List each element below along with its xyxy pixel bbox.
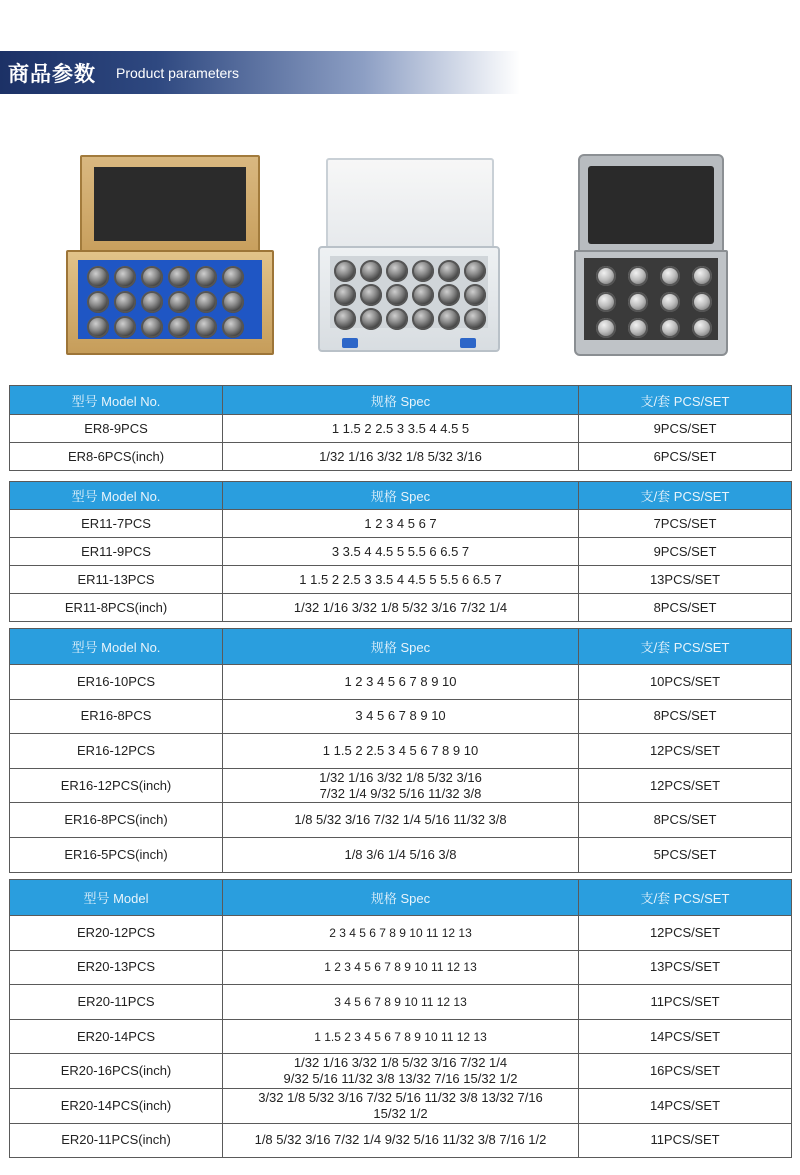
black-foam-tray bbox=[584, 258, 718, 340]
cell-pcs: 8PCS/SET bbox=[579, 699, 792, 734]
cell-model: ER20-11PCS(inch) bbox=[10, 1123, 223, 1158]
collet-icon bbox=[114, 266, 136, 288]
col-header-spec: 规格 Spec bbox=[223, 386, 579, 415]
table-row bbox=[10, 538, 792, 566]
cell-model: ER16-8PCS(inch) bbox=[10, 803, 223, 838]
collet-grid bbox=[87, 266, 244, 338]
table-row bbox=[10, 1123, 792, 1158]
table-row bbox=[10, 985, 792, 1020]
collet-icon bbox=[596, 318, 616, 338]
collet-icon bbox=[334, 260, 356, 282]
cell-pcs: 8PCS/SET bbox=[579, 803, 792, 838]
collet-icon bbox=[87, 291, 109, 313]
col-header-spec: 规格 Spec bbox=[223, 482, 579, 510]
cell-model: ER20-13PCS bbox=[10, 950, 223, 985]
col-header-model: 型号 Model No. bbox=[10, 386, 223, 415]
collet-icon bbox=[464, 260, 486, 282]
clear-tray bbox=[330, 256, 488, 328]
cell-spec: 1 2 3 4 5 6 7 8 9 10 11 12 13 bbox=[223, 950, 579, 985]
aluminum-base bbox=[574, 250, 728, 356]
collet-icon bbox=[195, 291, 217, 313]
cell-pcs: 10PCS/SET bbox=[579, 665, 792, 700]
cell-pcs: 8PCS/SET bbox=[579, 594, 792, 622]
col-header-model: 型号 Model No. bbox=[10, 482, 223, 510]
cell-spec: 1/32 1/16 3/32 1/8 5/32 3/16 bbox=[223, 443, 579, 471]
cell-pcs: 9PCS/SET bbox=[579, 538, 792, 566]
table-header-row bbox=[10, 482, 792, 510]
cell-spec: 1 2 3 4 5 6 7 8 9 10 bbox=[223, 665, 579, 700]
product-image-wooden-box bbox=[66, 155, 274, 355]
cell-spec: 1/32 1/16 3/32 1/8 5/32 3/16 7/32 1/4 9/32 5/16 11/32 3/8 13/32 7/16 15/32 1/2 bbox=[223, 1054, 579, 1089]
cell-pcs: 14PCS/SET bbox=[579, 1088, 792, 1123]
clip-right bbox=[460, 338, 476, 348]
cell-spec: 1/8 3/6 1/4 5/16 3/8 bbox=[223, 837, 579, 872]
cell-pcs: 6PCS/SET bbox=[579, 443, 792, 471]
collet-icon bbox=[360, 308, 382, 330]
lid-foam bbox=[588, 166, 714, 244]
collet-icon bbox=[660, 266, 680, 286]
table-row bbox=[10, 415, 792, 443]
lid-foam bbox=[94, 167, 246, 241]
cell-spec: 1/32 1/16 3/32 1/8 5/32 3/16 7/32 1/4 9/32 5/16 11/32 3/8 bbox=[223, 768, 579, 803]
clear-base bbox=[318, 246, 500, 352]
collet-icon bbox=[464, 308, 486, 330]
collet-icon bbox=[628, 318, 648, 338]
table-row bbox=[10, 665, 792, 700]
table-row bbox=[10, 443, 792, 471]
col-header-pcs: 支/套 PCS/SET bbox=[579, 482, 792, 510]
cell-pcs: 12PCS/SET bbox=[579, 916, 792, 951]
cell-spec: 1 1.5 2 3 4 5 6 7 8 9 10 11 12 13 bbox=[223, 1019, 579, 1054]
cell-model: ER20-14PCS bbox=[10, 1019, 223, 1054]
product-image-clear-box bbox=[318, 158, 500, 355]
clip-left bbox=[342, 338, 358, 348]
table-header-row bbox=[10, 880, 792, 916]
collet-icon bbox=[412, 260, 434, 282]
cell-pcs: 12PCS/SET bbox=[579, 768, 792, 803]
cell-model: ER8-6PCS(inch) bbox=[10, 443, 223, 471]
clear-lid bbox=[326, 158, 494, 250]
cell-model: ER20-16PCS(inch) bbox=[10, 1054, 223, 1089]
table-header-row bbox=[10, 386, 792, 415]
collet-icon bbox=[596, 292, 616, 312]
collet-icon bbox=[114, 316, 136, 338]
collet-icon bbox=[412, 308, 434, 330]
cell-model: ER11-7PCS bbox=[10, 510, 223, 538]
table-row bbox=[10, 566, 792, 594]
table-row bbox=[10, 916, 792, 951]
aluminum-lid bbox=[578, 154, 724, 254]
collet-icon bbox=[141, 266, 163, 288]
cell-pcs: 12PCS/SET bbox=[579, 734, 792, 769]
collet-icon bbox=[195, 266, 217, 288]
cell-spec: 1/8 5/32 3/16 7/32 1/4 5/16 11/32 3/8 bbox=[223, 803, 579, 838]
table-row bbox=[10, 1054, 792, 1089]
col-header-model: 型号 Model bbox=[10, 880, 223, 916]
collet-icon bbox=[386, 308, 408, 330]
collet-icon bbox=[222, 266, 244, 288]
collet-icon bbox=[692, 266, 712, 286]
collet-icon bbox=[222, 316, 244, 338]
table-row bbox=[10, 734, 792, 769]
col-header-spec: 规格 Spec bbox=[223, 629, 579, 665]
table-row bbox=[10, 1088, 792, 1123]
col-header-pcs: 支/套 PCS/SET bbox=[579, 629, 792, 665]
cell-model: ER16-10PCS bbox=[10, 665, 223, 700]
collet-grid bbox=[334, 260, 486, 330]
cell-spec: 1/32 1/16 3/32 1/8 5/32 3/16 7/32 1/4 bbox=[223, 594, 579, 622]
cell-model: ER11-8PCS(inch) bbox=[10, 594, 223, 622]
cell-pcs: 7PCS/SET bbox=[579, 510, 792, 538]
spec-table-er11 bbox=[9, 481, 792, 622]
wooden-base bbox=[66, 250, 274, 355]
collet-icon bbox=[660, 318, 680, 338]
cell-pcs: 13PCS/SET bbox=[579, 950, 792, 985]
collet-icon bbox=[168, 316, 190, 338]
collet-icon bbox=[628, 292, 648, 312]
table-row bbox=[10, 803, 792, 838]
cell-spec: 3 3.5 4 4.5 5 5.5 6 6.5 7 bbox=[223, 538, 579, 566]
col-header-pcs: 支/套 PCS/SET bbox=[579, 386, 792, 415]
cell-pcs: 13PCS/SET bbox=[579, 566, 792, 594]
section-header-banner bbox=[0, 51, 520, 94]
cell-model: ER16-12PCS(inch) bbox=[10, 768, 223, 803]
cell-model: ER20-12PCS bbox=[10, 916, 223, 951]
collet-icon bbox=[87, 316, 109, 338]
spec-table-er16 bbox=[9, 628, 792, 873]
collet-icon bbox=[141, 291, 163, 313]
cell-pcs: 11PCS/SET bbox=[579, 1123, 792, 1158]
collet-icon bbox=[222, 291, 244, 313]
collet-icon bbox=[334, 308, 356, 330]
col-header-model: 型号 Model No. bbox=[10, 629, 223, 665]
cell-model: ER11-9PCS bbox=[10, 538, 223, 566]
collet-icon bbox=[360, 284, 382, 306]
table-row bbox=[10, 699, 792, 734]
section-title-en: Product parameters bbox=[116, 64, 239, 81]
collet-icon bbox=[438, 260, 460, 282]
cell-pcs: 16PCS/SET bbox=[579, 1054, 792, 1089]
table-row bbox=[10, 837, 792, 872]
cell-spec: 1 2 3 4 5 6 7 bbox=[223, 510, 579, 538]
collet-icon bbox=[412, 284, 434, 306]
cell-spec: 3/32 1/8 5/32 3/16 7/32 5/16 11/32 3/8 13/32 7/16 15/32 1/2 bbox=[223, 1088, 579, 1123]
collet-icon bbox=[334, 284, 356, 306]
collet-icon bbox=[438, 284, 460, 306]
cell-spec: 2 3 4 5 6 7 8 9 10 11 12 13 bbox=[223, 916, 579, 951]
collet-icon bbox=[141, 316, 163, 338]
cell-model: ER20-11PCS bbox=[10, 985, 223, 1020]
cell-model: ER11-13PCS bbox=[10, 566, 223, 594]
cell-model: ER16-5PCS(inch) bbox=[10, 837, 223, 872]
cell-model: ER16-12PCS bbox=[10, 734, 223, 769]
collet-icon bbox=[596, 266, 616, 286]
collet-icon bbox=[114, 291, 136, 313]
cell-spec: 1 1.5 2 2.5 3 3.5 4 4.5 5 bbox=[223, 415, 579, 443]
collet-icon bbox=[168, 291, 190, 313]
table-row bbox=[10, 510, 792, 538]
collet-icon bbox=[386, 260, 408, 282]
collet-icon bbox=[438, 308, 460, 330]
cell-spec: 3 4 5 6 7 8 9 10 bbox=[223, 699, 579, 734]
col-header-spec: 规格 Spec bbox=[223, 880, 579, 916]
table-row bbox=[10, 950, 792, 985]
collet-icon bbox=[692, 318, 712, 338]
collet-icon bbox=[464, 284, 486, 306]
cell-pcs: 14PCS/SET bbox=[579, 1019, 792, 1054]
cell-spec: 3 4 5 6 7 8 9 10 11 12 13 bbox=[223, 985, 579, 1020]
wooden-lid bbox=[80, 155, 260, 255]
product-image-aluminum-case bbox=[574, 154, 728, 356]
cell-model: ER16-8PCS bbox=[10, 699, 223, 734]
table-row bbox=[10, 594, 792, 622]
collet-icon bbox=[87, 266, 109, 288]
cell-pcs: 5PCS/SET bbox=[579, 837, 792, 872]
collet-grid bbox=[596, 266, 712, 338]
collet-icon bbox=[360, 260, 382, 282]
spec-table-er8 bbox=[9, 385, 792, 471]
blue-foam-tray bbox=[78, 260, 262, 339]
table-row bbox=[10, 1019, 792, 1054]
cell-model: ER20-14PCS(inch) bbox=[10, 1088, 223, 1123]
cell-spec: 1 1.5 2 2.5 3 3.5 4 4.5 5 5.5 6 6.5 7 bbox=[223, 566, 579, 594]
collet-icon bbox=[168, 266, 190, 288]
cell-spec: 1 1.5 2 2.5 3 4 5 6 7 8 9 10 bbox=[223, 734, 579, 769]
cell-pcs: 11PCS/SET bbox=[579, 985, 792, 1020]
section-title-cn: 商品参数 bbox=[8, 61, 96, 86]
collet-icon bbox=[628, 266, 648, 286]
cell-spec: 1/8 5/32 3/16 7/32 1/4 9/32 5/16 11/32 3/8 7/16 1/2 bbox=[223, 1123, 579, 1158]
cell-model: ER8-9PCS bbox=[10, 415, 223, 443]
spec-table-er20 bbox=[9, 879, 792, 1158]
table-header-row bbox=[10, 629, 792, 665]
col-header-pcs: 支/套 PCS/SET bbox=[579, 880, 792, 916]
table-row bbox=[10, 768, 792, 803]
cell-pcs: 9PCS/SET bbox=[579, 415, 792, 443]
collet-icon bbox=[386, 284, 408, 306]
collet-icon bbox=[660, 292, 680, 312]
collet-icon bbox=[692, 292, 712, 312]
collet-icon bbox=[195, 316, 217, 338]
